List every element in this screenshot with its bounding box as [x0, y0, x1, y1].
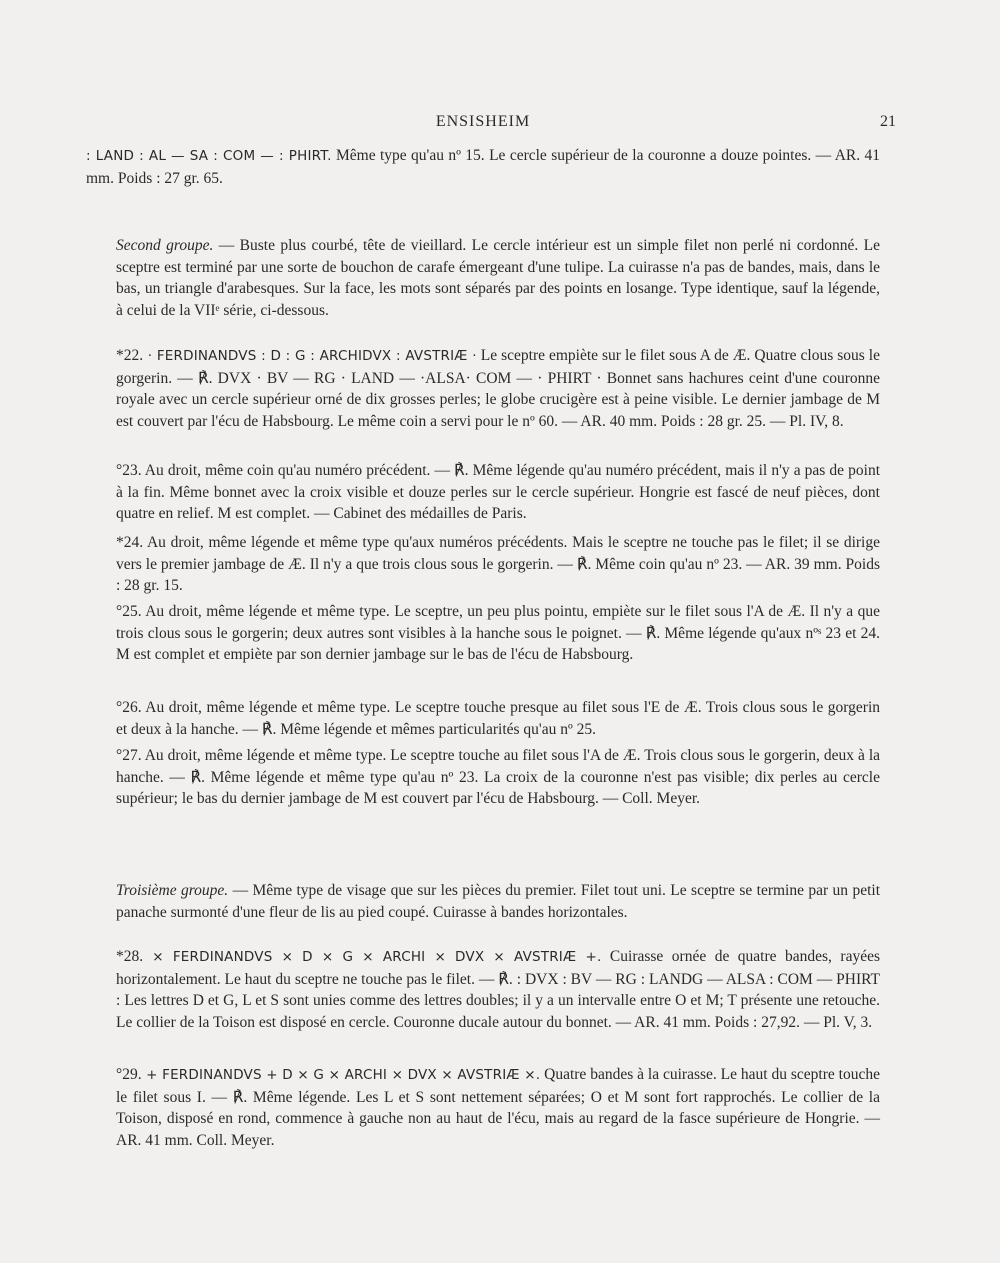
- coin-legend: · FERDINANDVS : D : G : ARCHIDVX : AVSTRIÆ ·: [143, 348, 477, 364]
- entry-25: [86, 601, 880, 666]
- entry-number: *28.: [116, 948, 144, 965]
- entry-text: Au droit, même légende et même type qu'aux numéros précédents. Mais le sceptre ne touche pas le filet; il se dirige vers le premier jambage de Æ. Il n'y a que trois clous sous le gorgerin. — ℟. Même coin qu'au nº 23. — AR. 39 mm. Poids : 28 gr. 15.: [116, 534, 880, 594]
- entry-text: Le sceptre empiète sur le filet sous A de Æ. Quatre clous sous le gorgerin. — ℟. DVX · BV — RG · LAND — ·ALSA· COM — · PHIRT · Bonnet sans hachures ceint d'une couronne royale avec un cercle supérieur orné de dix grosses perles; le globe crucigère est à peine visible. Le dernier jambage de M est couvert par l'écu de Habsbourg. Le même coin a servi pour le nº 60. — AR. 40 mm. Poids : 28 gr. 25. — Pl. IV, 8.: [116, 347, 880, 430]
- entry-26: [86, 697, 880, 740]
- group-label: Second groupe.: [116, 237, 214, 254]
- entry-number: °25.: [116, 603, 142, 620]
- group-label: Troisième groupe.: [116, 882, 229, 899]
- entry-text: Au droit, même légende et même type. Le sceptre, un peu plus pointu, empiète sur le filet sous l'A de Æ. Il n'y a que trois clous sous le gorgerin; deux autres sont visibles à la hanche sous le poignet. — ℟. Même légende qu'aux nºˢ 23 et 24. M est complet et empiète par son dernier jambage sur le bas de l'écu de Habsbourg.: [116, 603, 880, 663]
- entry-text: Au droit, même légende et même type. Le sceptre touche au filet sous l'A de Æ. Trois clous sous le gorgerin, deux à la hanche. — ℟. Même légende et même type qu'au nº 23. La croix de la couronne n'est pas visible; dix perles au cercle supérieur; le bas du dernier jambage de M est couvert par l'écu de Habsbourg. — Coll. Meyer.: [116, 747, 880, 807]
- entry-number: °26.: [116, 699, 142, 716]
- entry-29: [86, 1064, 880, 1151]
- entry-text: Cuirasse ornée de quatre bandes, rayées horizontalement. Le haut du sceptre ne touche pas le filet. — ℟. : DVX : BV — RG : LANDG — ALSA : COM — PHIRT : Les lettres D et G, L et S sont unies comme des lettres doubles; il y a un intervalle entre O et M; T présente une retouche. Le collier de la Toison est disposé en cercle. Couronne ducale autour du bonnet. — AR. 41 mm. Poids : 27,92. — Pl. V, 3.: [116, 948, 880, 1031]
- entry-number: *22.: [116, 347, 144, 364]
- intro-paragraph: [86, 145, 880, 189]
- entry-number: °27.: [116, 747, 142, 764]
- entry-24: [86, 532, 880, 597]
- entry-text: Quatre bandes à la cuirasse. Le haut du sceptre touche le filet sous I. — ℟. Même légende. Les L et S sont nettement séparées; O et M sont fort rapprochés. Le collier de la Toison, disposé en rond, commence à gauche non au haut de l'écu, mais au regard de la fasce supérieure de Hongrie. — AR. 41 mm. Coll. Meyer.: [116, 1066, 880, 1149]
- entry-number: °29.: [116, 1066, 142, 1083]
- entry-number: *24.: [116, 534, 144, 551]
- coin-legend: + FERDINANDVS + D × G × ARCHI × DVX × AVSTRIÆ ×.: [141, 1067, 541, 1083]
- coin-legend: : LAND : AL — SA : COM — : PHIRT.: [86, 148, 332, 164]
- page-number: 21: [880, 113, 896, 130]
- group-two-paragraph: [86, 235, 880, 321]
- group-three-paragraph: [86, 880, 880, 923]
- running-title: ENSISHEIM: [435, 113, 531, 130]
- entry-27: [86, 745, 880, 810]
- paragraph-text: Même type qu'au nº 15. Le cercle supérieur de la couronne a douze pointes. — AR. 41 mm. Poids : 27 gr. 65.: [86, 147, 880, 187]
- entry-text: Au droit, même coin qu'au numéro précédent. — ℟. Même légende qu'au numéro précédent, mais il n'y a pas de point à la fin. Même bonnet avec la croix visible et douze perles sur le cercle supérieur. Hongrie est fascé de neuf pièces, dont quatre en relief. M est complet. — Cabinet des médailles de Paris.: [116, 462, 880, 522]
- entry-23: [86, 460, 880, 525]
- entry-22: [86, 345, 880, 432]
- coin-legend: × FERDINANDVS × D × G × ARCHI × DVX × AVSTRIÆ +.: [143, 949, 602, 965]
- paragraph-text: — Buste plus courbé, tête de vieillard. Le cercle intérieur est un simple filet non perlé ni cordonné. Le sceptre est terminé par une sorte de bouchon de carafe émergeant d'une tulipe. La cuirasse n'a pas de bandes, mais, dans le bas, un triangle d'arabesques. Sur la face, les mots sont séparés par des points en losange. Type identique, sauf la légende, à celui de la VIIᵉ série, ci-dessous.: [116, 237, 880, 319]
- entry-28: [86, 946, 880, 1033]
- paragraph-text: — Même type de visage que sur les pièces du premier. Filet tout uni. Le sceptre se termine par un petit panache surmonté d'une fleur de lis au pied coupé. Cuirasse à bandes horizontales.: [116, 882, 881, 921]
- entry-number: °23.: [116, 462, 142, 479]
- page-header: [86, 111, 896, 133]
- entry-text: Au droit, même légende et même type. Le sceptre touche presque au filet sous l'E de Æ. Trois clous sous le gorgerin et deux à la hanche. — ℟. Même légende et mêmes particularités qu'au nº 25.: [116, 699, 880, 738]
